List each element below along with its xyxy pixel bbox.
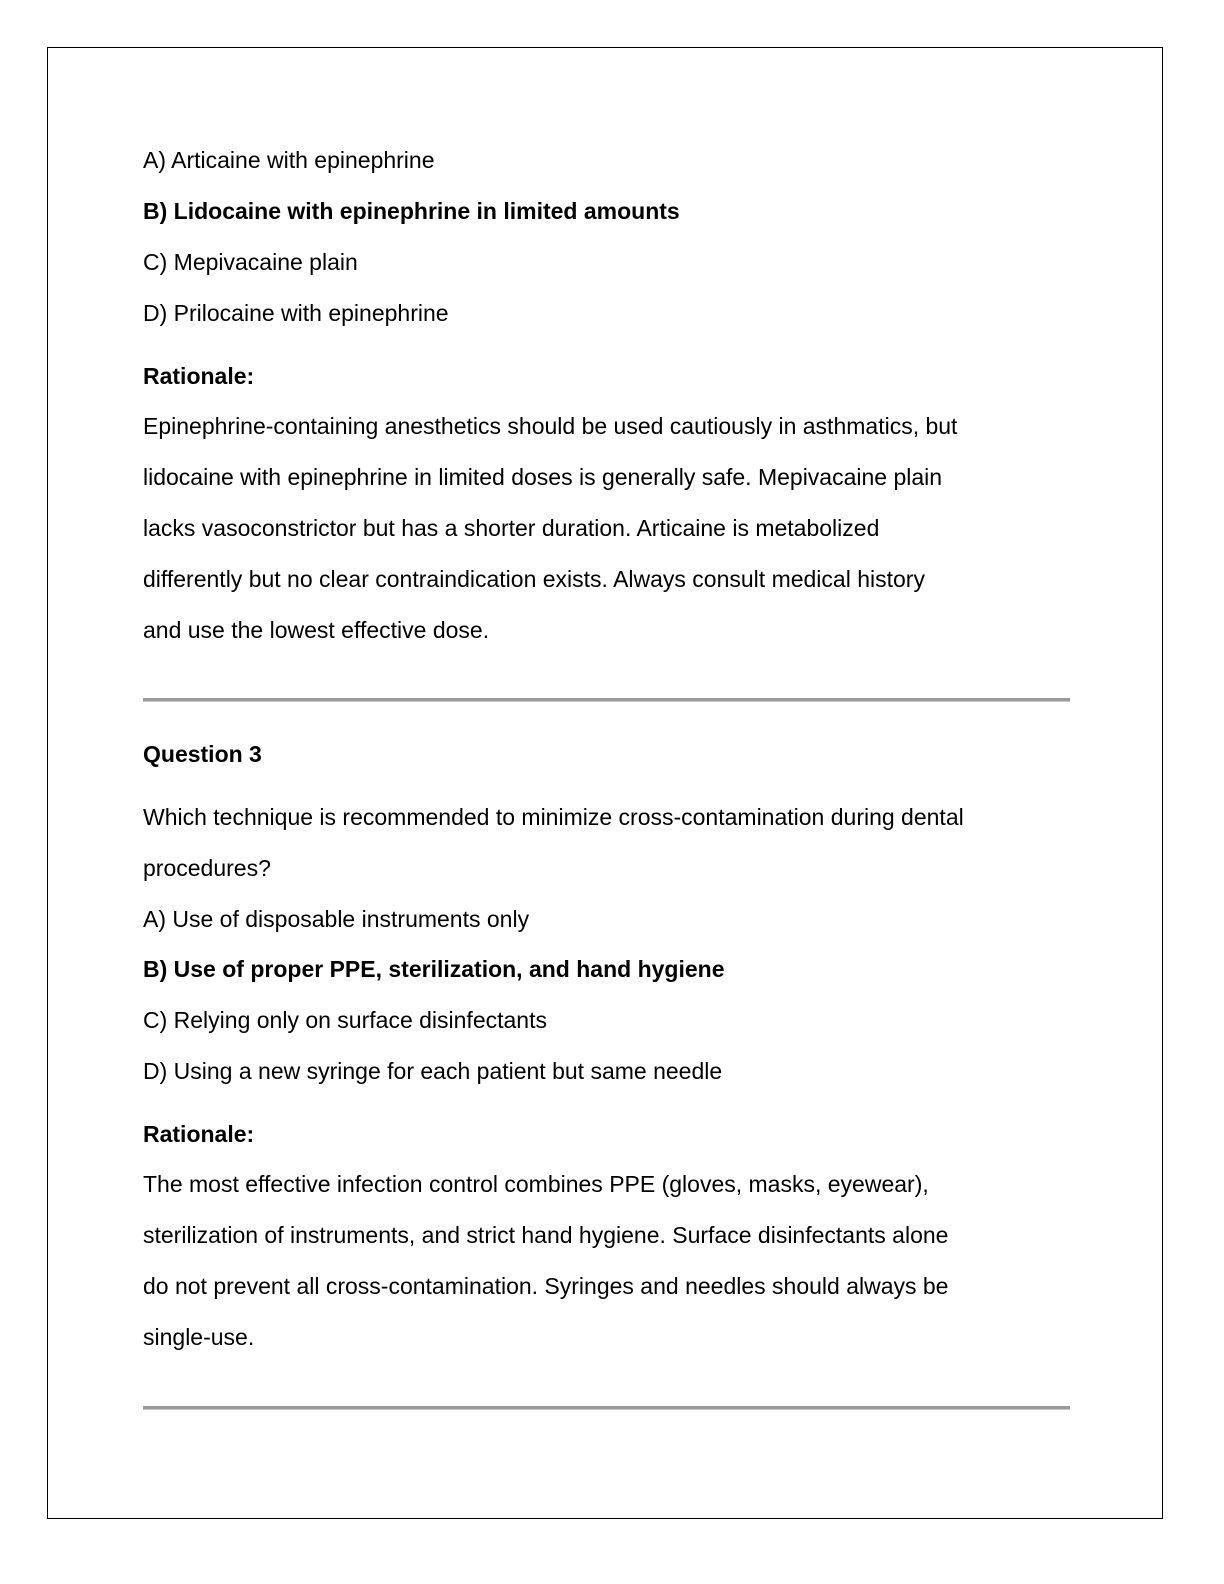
option-d: D) Using a new syringe for each patient but same needle: [143, 1058, 723, 1084]
section-divider: [143, 1406, 1070, 1410]
rationale-line: The most effective infection control combines PPE (gloves, masks, eyewear),: [143, 1171, 929, 1197]
question-heading: Question 3: [143, 741, 262, 767]
question-prompt-line: procedures?: [143, 855, 271, 881]
rationale-line: differently but no clear contraindication exists. Always consult medical history: [143, 566, 925, 592]
rationale-heading: Rationale:: [143, 1121, 255, 1147]
option-b-correct: B) Lidocaine with epinephrine in limited amounts: [143, 198, 680, 224]
option-d: D) Prilocaine with epinephrine: [143, 300, 449, 326]
rationale-line: lacks vasoconstrictor but has a shorter duration. Articaine is metabolized: [143, 515, 880, 541]
rationale-line: Epinephrine-containing anesthetics should be used cautiously in asthmatics, but: [143, 413, 958, 439]
rationale-heading: Rationale:: [143, 363, 255, 389]
rationale-line: lidocaine with epinephrine in limited doses is generally safe. Mepivacaine plain: [143, 464, 943, 490]
rationale-line: do not prevent all cross-contamination. Syringes and needles should always be: [143, 1273, 949, 1299]
option-c: C) Relying only on surface disinfectants: [143, 1007, 547, 1033]
rationale-line: single-use.: [143, 1324, 255, 1350]
question-prompt-line: Which technique is recommended to minimize cross-contamination during dental: [143, 804, 964, 830]
section-divider: [143, 698, 1070, 702]
option-b-correct: B) Use of proper PPE, sterilization, and hand hygiene: [143, 956, 725, 982]
rationale-line: sterilization of instruments, and strict hand hygiene. Surface disinfectants alone: [143, 1222, 949, 1248]
option-c: C) Mepivacaine plain: [143, 249, 358, 275]
rationale-line: and use the lowest effective dose.: [143, 617, 490, 643]
option-a: A) Use of disposable instruments only: [143, 906, 530, 932]
option-a: A) Articaine with epinephrine: [143, 147, 435, 173]
